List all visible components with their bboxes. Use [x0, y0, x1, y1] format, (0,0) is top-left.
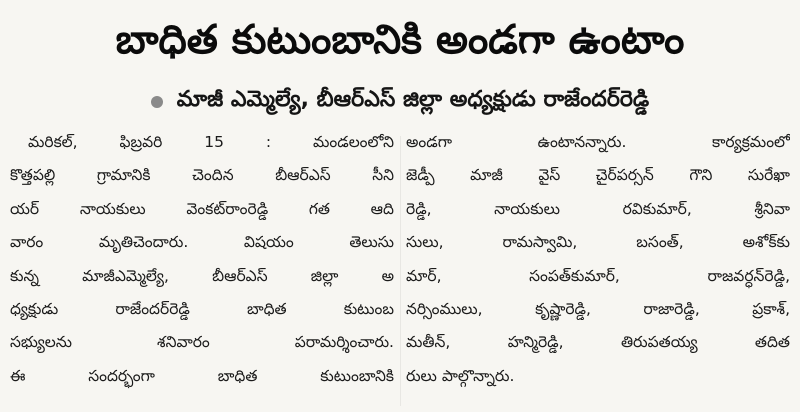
body-line: అండగా ఉంటానన్నారు. కార్యక్రమంలో: [406, 133, 790, 151]
body-line: కొత్తపల్లి గ్రామానికి చెందిన బీఆర్ఎస్ సీని: [10, 166, 394, 185]
body-line: వారం మృతిచెందారు. విషయం తెలుసు: [10, 233, 394, 252]
subheadline-row: [0, 82, 800, 122]
body-line: ఈ సందర్భంగా బాధిత కుటుంబానికి: [10, 366, 394, 385]
article-column-left: [10, 126, 394, 408]
body-line: రులు పాల్గొన్నారు.: [406, 366, 515, 385]
body-line: నర్సింములు, కృష్ణారెడ్డి, రాజారెడ్డి, ప్రకాశ్,: [406, 300, 790, 319]
body-line: మరికల్, ఫిబ్రవరి 15 : మండలంలోని: [28, 133, 394, 151]
body-line: సులు, రామస్వామి, బసంత్, అశోక్‌కు: [406, 233, 790, 252]
body-line: యర్ నాయకులు వెంకట్‌రాంరెడ్డి గత ఆది: [10, 199, 394, 218]
body-line: సభ్యులను శనివారం పరామర్శించారు.: [10, 333, 394, 352]
subheadline: మాజీ ఎమ్మెల్యే, బీఆర్ఎస్ జిల్లా అధ్యక్షుడు రాజేందర్‌రెడ్డి: [176, 87, 650, 112]
article-body: [10, 126, 790, 408]
body-line: మతీన్, హన్మిరెడ్డి, తిరుపతయ్య తదిత: [406, 333, 790, 352]
body-line: మార్, సంపత్‌కుమార్, రాజవర్ధన్‌రెడ్డి,: [406, 266, 790, 285]
body-line: ధ్యక్షుడు రాజేందర్‌రెడ్డి బాధిత కుటుంబ: [10, 300, 394, 319]
body-line: కున్న మాజీఎమ్మెల్యే, బీఆర్ఎస్ జిల్లా అ: [10, 266, 394, 285]
article-column-right: [406, 126, 790, 408]
bullet-icon: [151, 96, 163, 108]
body-line: రెడ్డి, నాయకులు రవికుమార్, శ్రీనివా: [406, 199, 790, 218]
headline: బాధిత కుటుంబానికి అండగా ఉంటాం: [115, 17, 685, 63]
body-line: జెడ్పీ మాజీ వైస్ చైర్‌పర్సన్ గౌని సురేఖా: [406, 166, 790, 185]
